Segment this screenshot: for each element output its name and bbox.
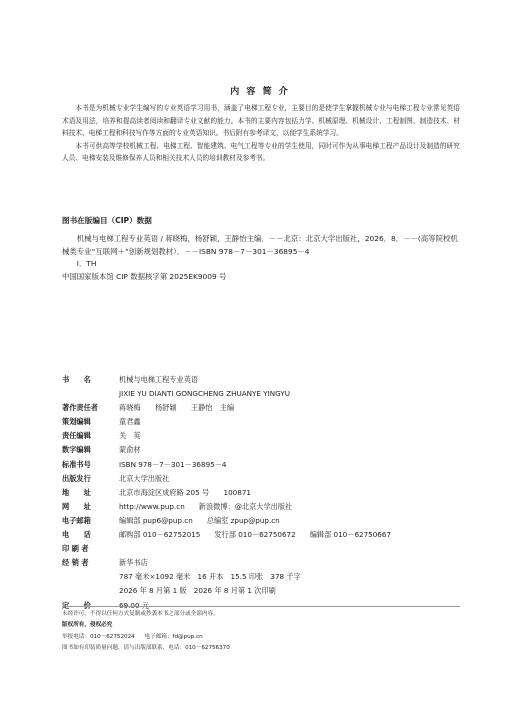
info-value-item: 邮购部 010－62752015 (119, 530, 201, 540)
info-label: 印 刷 者 (62, 544, 89, 554)
info-row (62, 373, 462, 387)
info-row (62, 486, 462, 500)
info-value (119, 528, 462, 542)
info-value (119, 443, 462, 457)
info-value (119, 486, 462, 500)
info-row (62, 415, 462, 429)
info-row (62, 570, 462, 584)
info-value (119, 570, 462, 584)
info-value-item: 新华书店 (119, 558, 148, 568)
info-label: 书 名 (62, 375, 91, 384)
info-label: 责任编辑 (62, 431, 91, 441)
info-value-item: 新浪微博：@北京大学出版社 (198, 501, 293, 511)
info-value-item: 机械与电梯工程专业英语 (119, 375, 199, 384)
info-value-item: 蒋晓梅 杨舒颖 王静怡 主编 (119, 403, 235, 413)
info-value (119, 556, 462, 570)
info-value (119, 514, 462, 528)
info-value-item: 2026 年 8 月第 1 版 2026 年 8 月第 1 次印刷 (119, 586, 276, 596)
info-row (62, 514, 462, 528)
info-value-item: JIXIE YU DIANTI GONGCHENG ZHUANYE YINGYU (119, 389, 291, 399)
footer-notice: 未经许可，不得以任何方式复制或抄袭本书之部分或全部内容。 (62, 611, 219, 617)
info-label: 著作责任者 (62, 403, 98, 413)
info-label: 数字编辑 (62, 445, 91, 455)
footer-quality-notice: 图书如有印装质量问题，请与出版部联系，电话：010－62756370 (62, 644, 230, 651)
info-row (62, 528, 462, 542)
cip-title: 图书在版编目（CIP）数据 (62, 216, 152, 225)
info-value (119, 542, 462, 556)
summary-paragraph: 本书可供高等学校机械工程、电梯工程、智能建筑、电气工程等专业的学生使用，同时可作为从事电梯工程产品设计及制造的研究人员、电梯安装及维修保养人员和相关技术人员的培训教材及参考书。 (62, 141, 460, 163)
info-label: 地 址 (62, 487, 91, 497)
info-label: 标准书号 (62, 459, 91, 469)
info-value-item: 蒙俞材 (119, 445, 141, 455)
info-value (119, 472, 462, 486)
info-value (119, 458, 462, 472)
info-value-item: 69.00 元 (119, 600, 150, 610)
info-label (62, 387, 119, 401)
info-label: 出版发行 (62, 473, 91, 483)
info-value-item: 北京大学出版社 (119, 473, 170, 483)
summary-heading: 内 容 简 介 (230, 87, 290, 97)
info-row (62, 556, 462, 570)
info-label: 网 址 (62, 501, 91, 511)
info-value-item: 编辑部 010－62750667 (309, 530, 392, 540)
info-value-item: 787 毫米×1092 毫米 16 开本 15.5 印张 378 千字 (119, 572, 301, 582)
info-row (62, 472, 462, 486)
info-value (119, 429, 462, 443)
info-value-item: 总编室 zpup@pup.cn (206, 515, 280, 525)
footer-report-line (62, 632, 462, 643)
info-value-item: 关 英 (119, 431, 141, 441)
info-row (62, 443, 462, 457)
info-value (119, 500, 462, 514)
info-label (62, 570, 119, 584)
footer-report-email: 电子邮箱：fd@pup.cn (144, 633, 203, 640)
info-row (62, 458, 462, 472)
info-value (119, 401, 462, 415)
footer-report-phone: 举报电话：010－62752024 (62, 633, 135, 640)
info-label: 电子邮箱 (62, 515, 91, 525)
info-row (62, 584, 462, 598)
info-row (62, 401, 462, 415)
cip-record (62, 233, 462, 283)
publication-info-table (62, 373, 462, 613)
info-value (119, 387, 462, 401)
info-label: 定 价 (62, 600, 91, 610)
info-row (62, 500, 462, 514)
info-value (119, 584, 462, 598)
info-row (62, 542, 462, 556)
info-value (119, 415, 462, 429)
footer-divider (62, 606, 460, 607)
info-value-item: http://www.pup.cn (119, 501, 185, 511)
info-value-item: 发行部 010－62750672 (214, 530, 296, 540)
cip-entry: 机械与电梯工程专业英语 / 蒋晓梅，杨舒颖，王静怡主编．－－北京：北京大学出版社，2026．8．－－(高等院校机械类专业“互联网＋”创新规划教材）．－－ISBN 978－7－301－36895－4 (62, 234, 458, 256)
info-label: 电 话 (62, 530, 91, 540)
info-value (119, 373, 462, 387)
info-value-item: ISBN 978－7－301－36895－4 (119, 459, 227, 469)
info-row (62, 387, 462, 401)
copyright-footer (62, 609, 462, 654)
footer-rights: 版权所有，侵权必究 (62, 622, 113, 629)
summary-paragraph: 本书是为机械专业学生编写的专业英语学习用书，涵盖了电梯工程专业，主要目的是使学生掌握机械专业与电梯工程专业常见英语术语及用法，培养和提高读者阅读和翻译专业文献的能力。本书的主要内容包括力学、机械原理、机械设计、工程制图、制造技术、材料技术、电梯工程和科技写作等方面的专业英语知识。书后附有参考译文，以便学生系统学习。 (62, 104, 460, 138)
summary-text (62, 102, 460, 165)
info-value-item: 编辑部 pup6@pup.cn (119, 515, 193, 525)
info-label (62, 584, 119, 598)
info-label: 经 销 者 (62, 558, 89, 568)
cip-classification: Ⅰ．TH (76, 259, 97, 269)
info-value-item: 北京市海淀区成府路 205 号 100871 (119, 487, 251, 497)
info-label: 策划编辑 (62, 417, 91, 427)
cip-record-number: 中国国家版本馆 CIP 数据核字第 2025EK9009 号 (62, 271, 227, 281)
info-row (62, 429, 462, 443)
info-value-item: 童君鑫 (119, 417, 141, 427)
